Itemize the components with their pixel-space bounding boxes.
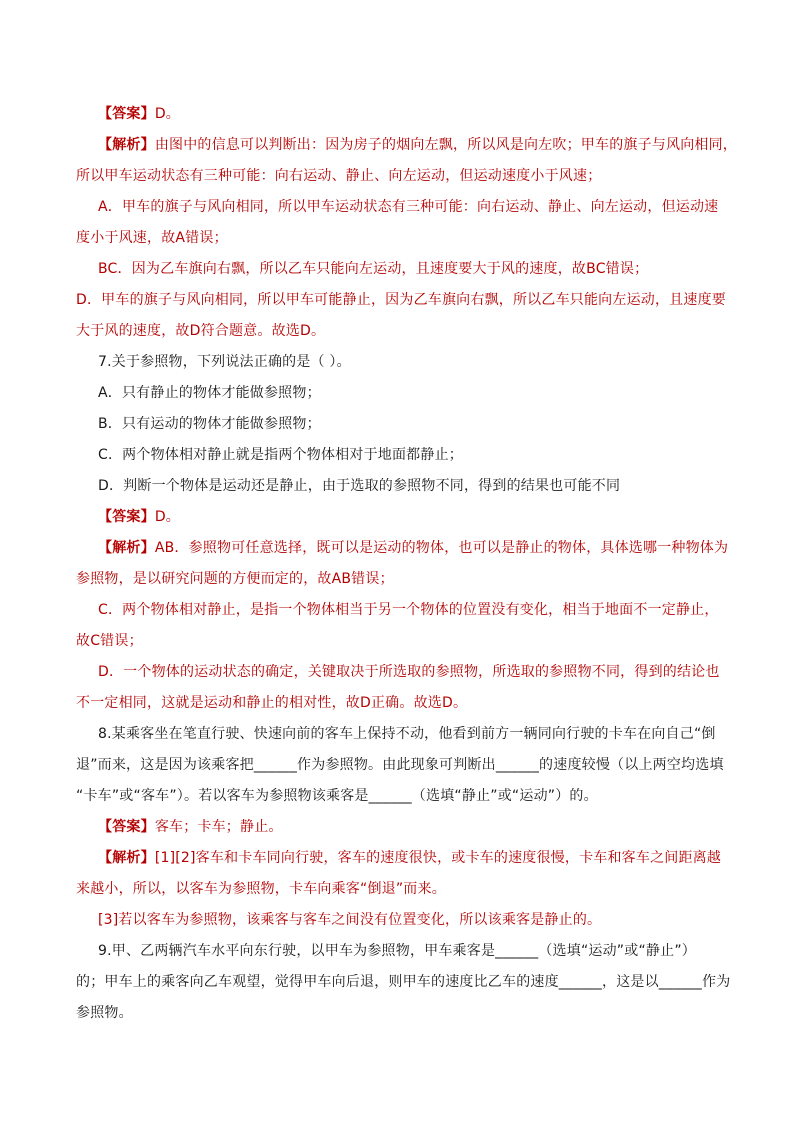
analysis-line: 参照物，是以研究问题的方便而定的，故AB错误； (76, 571, 394, 587)
analysis-text: AB．参照物可任意选择，既可以是运动的物体，也可以是静止的物体，具体选哪一种物体为 (154, 540, 729, 556)
analysis-line: 大于风的速度，故D符合题意。故选D。 (76, 323, 326, 339)
analysis-line: 不一定相同，这就是运动和静止的相对性，故D正确。故选D。 (76, 695, 468, 711)
question-9-stem: 的；甲车上的乘客向乙车观望，觉得甲车向后退，则甲车的速度比乙车的速度______，这是以______作为 (76, 974, 731, 990)
analysis-line: C．两个物体相对静止，是指一个物体相当于另一个物体的位置没有变化，相当于地面不一定静止， (98, 602, 719, 618)
analysis-line: 故C错误； (76, 633, 143, 649)
answer-text: 客车；卡车；静止。 (154, 819, 283, 835)
question-8-stem: 退”而来，这是因为该乘客把______作为参照物。由此现象可判断出______的速度较慢（以上两空均选填 (76, 757, 724, 773)
analysis-line: D．甲车的旗子与风向相同，所以甲车可能静止，因为乙车旗向右飘，所以乙车只能向左运动，且速度要 (76, 292, 726, 308)
option-d: D．判断一个物体是运动还是静止，由于选取的参照物不同，得到的结果也可能不同 (98, 478, 621, 494)
analysis-tag: 【解析】 (98, 137, 155, 153)
option-c: C．两个物体相对静止就是指两个物体相对于地面都静止； (98, 447, 463, 463)
question-8-stem: “卡车”或“客车”）。若以客车为参照物该乘客是______（选填“静止”或“运动”）的。 (76, 788, 598, 804)
question-9-stem: 参照物。 (76, 1005, 133, 1021)
answer-text: D。 (154, 106, 180, 122)
analysis-line (98, 848, 748, 868)
question-9-stem: 9.甲、乙两辆汽车水平向东行驶，以甲车为参照物，甲车乘客是______（选填“运动”或“静止”） (98, 943, 696, 959)
analysis-line: 所以甲车运动状态有三种可能：向右运动、静止、向左运动，但运动速度小于风速； (76, 168, 602, 184)
answer-line (98, 507, 748, 527)
answer-text: D。 (154, 509, 180, 525)
analysis-line: [3]若以客车为参照物，该乘客与客车之间没有位置变化，所以该乘客是静止的。 (98, 912, 602, 928)
answer-line (98, 104, 748, 124)
analysis-text: [1][2]客车和卡车同向行驶，客车的速度很快，或卡车的速度很慢，卡车和客车之间距离越 (154, 850, 722, 866)
analysis-tag: 【解析】 (98, 850, 155, 866)
analysis-line (98, 135, 748, 155)
answer-tag: 【答案】 (98, 819, 155, 835)
analysis-line: BC．因为乙车旗向右飘，所以乙车只能向左运动，且速度要大于风的速度，故BC错误； (98, 261, 649, 277)
answer-tag: 【答案】 (98, 106, 155, 122)
analysis-line (98, 538, 748, 558)
option-b: B．只有运动的物体才能做参照物； (98, 416, 321, 432)
analysis-line: 来越小，所以，以客车为参照物，卡车向乘客“倒退”而来。 (76, 881, 446, 897)
question-8-stem: 8.某乘客坐在笔直行驶、快速向前的客车上保持不动，他看到前方一辆同向行驶的卡车在向自己“倒 (98, 726, 716, 742)
analysis-text: 由图中的信息可以判断出：因为房子的烟向左飘，所以风是向左吹；甲车的旗子与风向相同， (154, 137, 738, 153)
analysis-line: D．一个物体的运动状态的确定，关键取决于所选取的参照物，所选取的参照物不同，得到的结论也 (98, 664, 720, 680)
analysis-tag: 【解析】 (98, 540, 155, 556)
analysis-line: 度小于风速，故A错误； (76, 230, 228, 246)
option-a: A．只有静止的物体才能做参照物； (98, 385, 321, 401)
answer-tag: 【答案】 (98, 509, 155, 525)
analysis-line: A．甲车的旗子与风向相同，所以甲车运动状态有三种可能：向右运动、静止、向左运动，但运动速 (98, 199, 719, 215)
question-7-stem: 7.关于参照物，下列说法正确的是（ ）。 (98, 354, 351, 370)
answer-line (98, 817, 748, 837)
